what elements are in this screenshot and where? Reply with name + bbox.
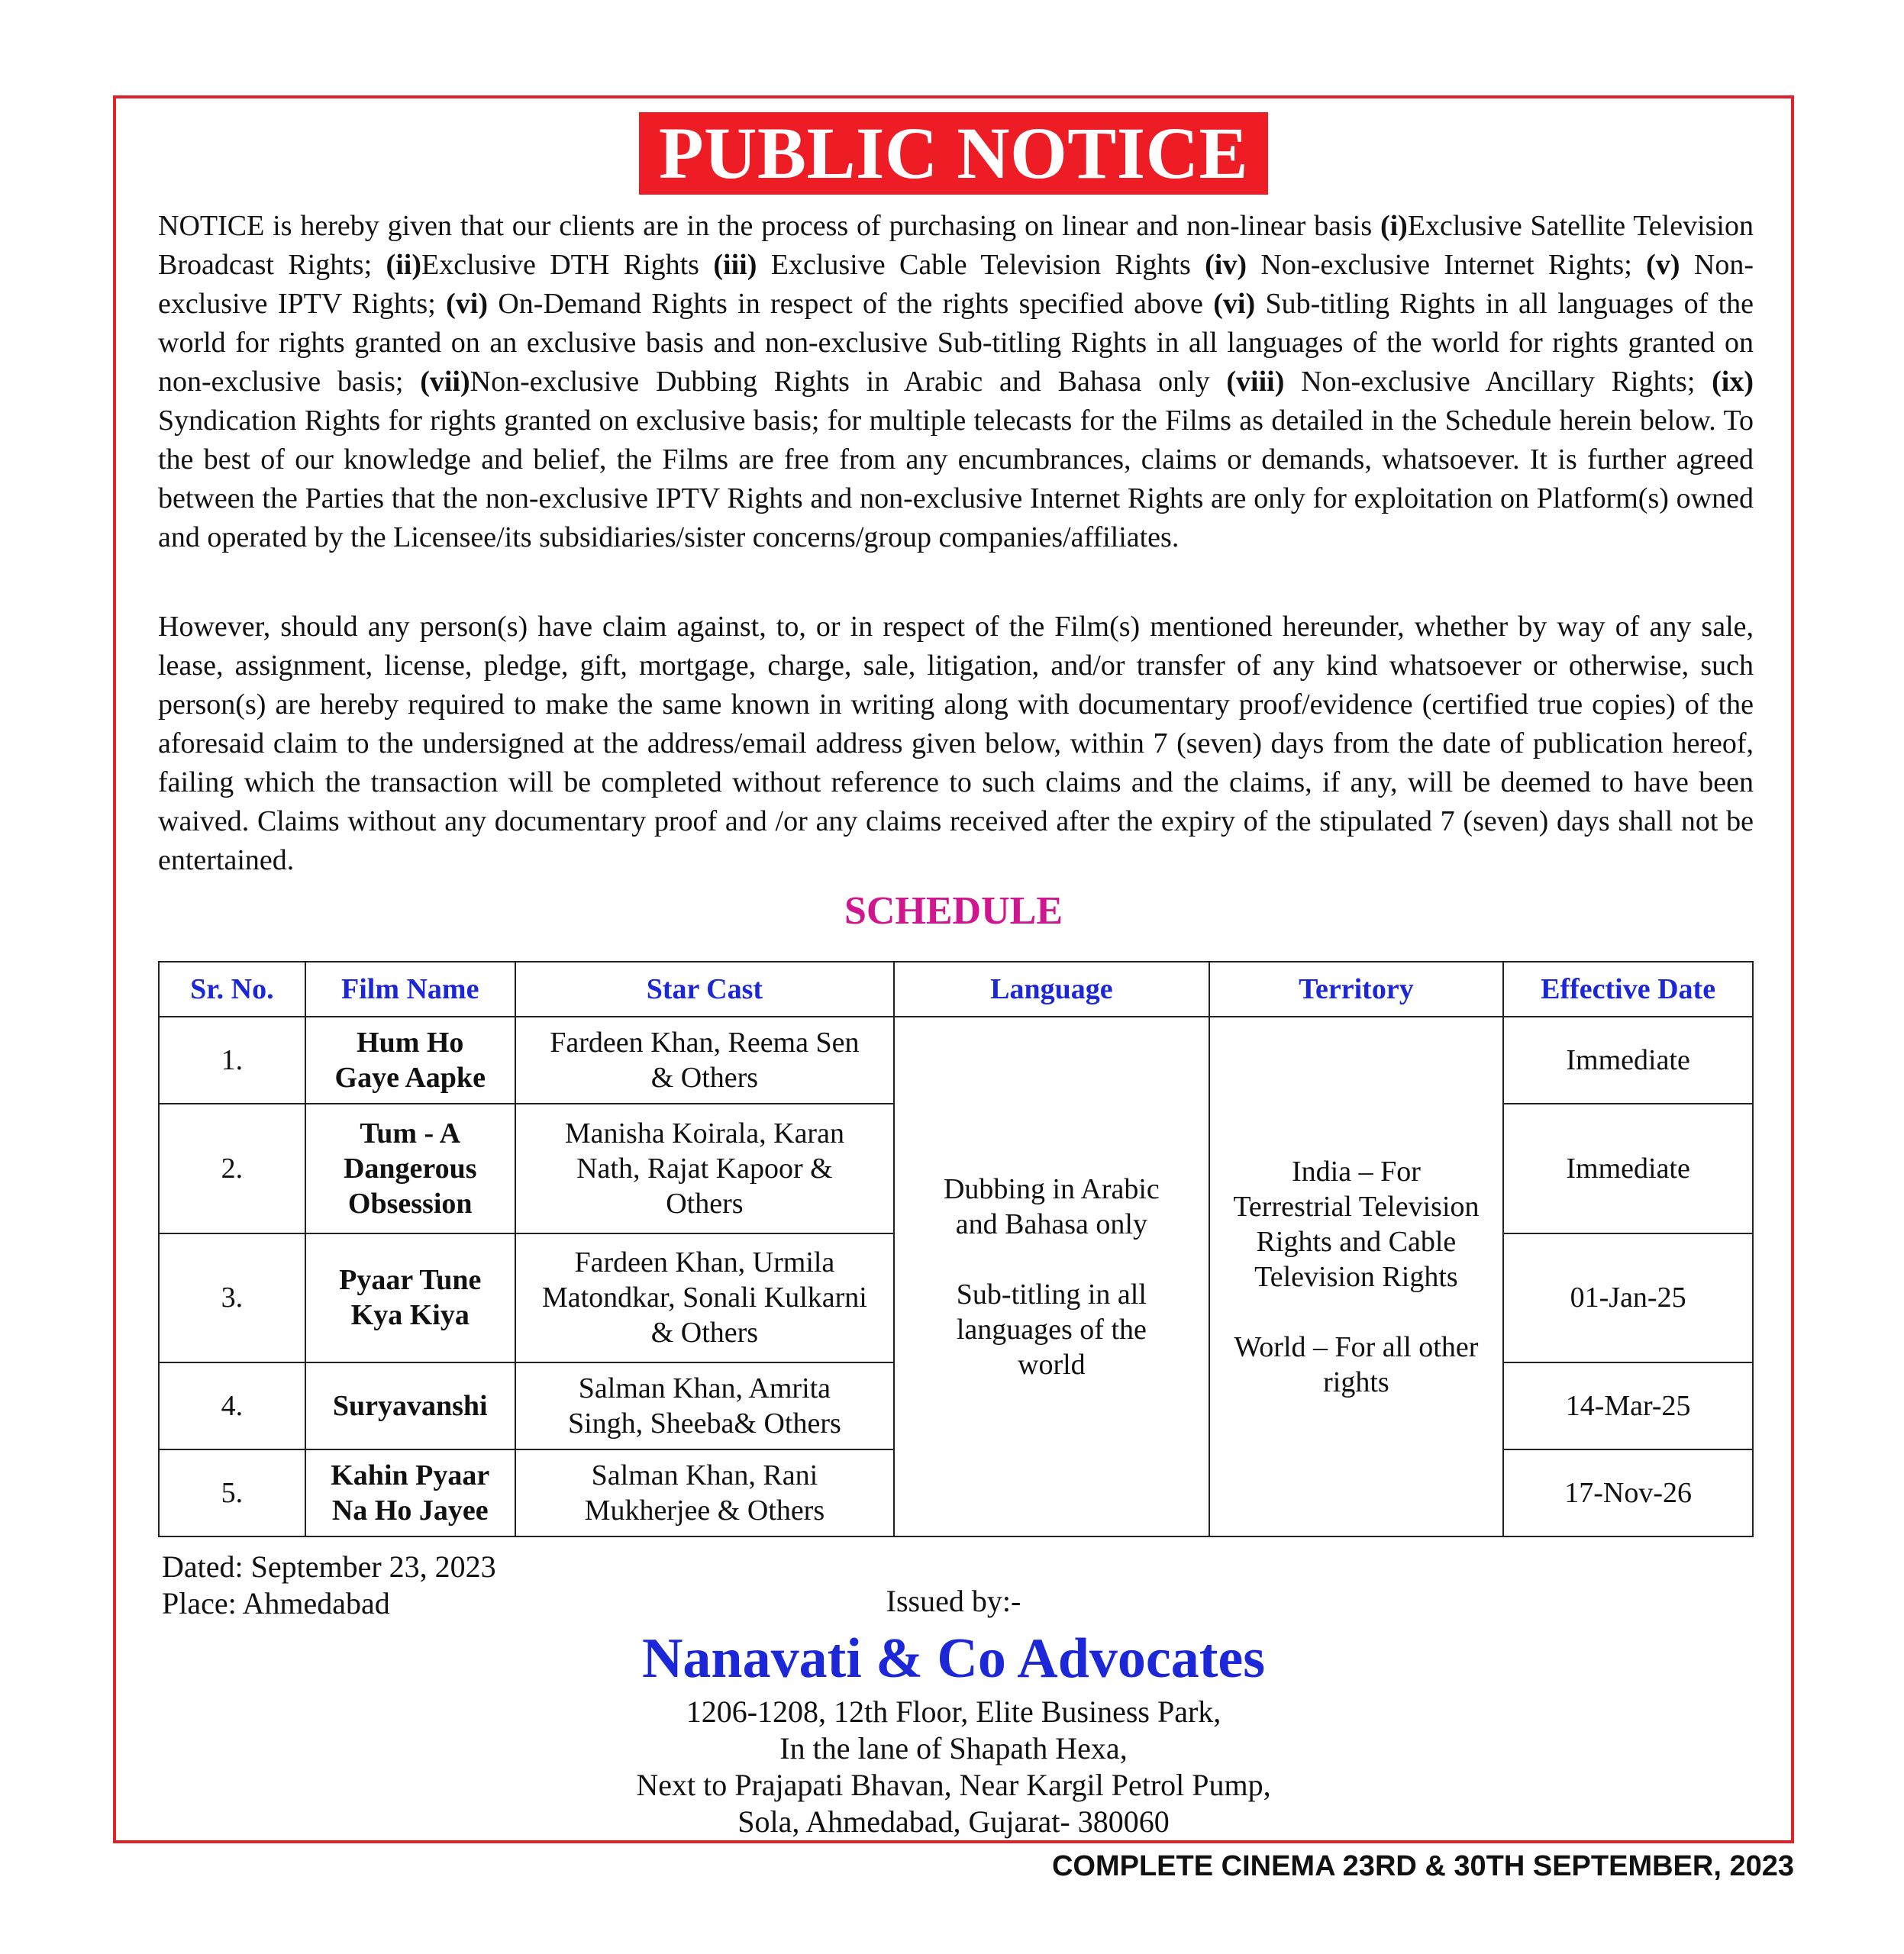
issued-by-label: Issued by:- bbox=[886, 1584, 1021, 1618]
notice-frame bbox=[113, 95, 1794, 1843]
schedule-body bbox=[159, 1017, 1753, 1536]
paragraph-segment: Non-exclusive Internet Rights; bbox=[1247, 249, 1647, 281]
cell-line: Na Ho Jayee bbox=[331, 1495, 489, 1527]
cell-line: Gaye Aapke bbox=[334, 1061, 486, 1094]
table-row bbox=[159, 1017, 1753, 1104]
cell-line: Sub-titling in all bbox=[956, 1278, 1147, 1311]
language-cell bbox=[894, 1017, 1209, 1536]
sr-no-cell: 1. bbox=[159, 1017, 305, 1104]
cell-line: Kya Kiya bbox=[350, 1299, 470, 1332]
effective-date-cell: Immediate bbox=[1503, 1104, 1753, 1233]
header-star-cast: Star Cast bbox=[515, 962, 894, 1017]
film-name-cell bbox=[305, 1104, 515, 1233]
clause-number: (vi) bbox=[1213, 288, 1256, 320]
paragraph-segment: Syndication Rights for rights granted on exclusive basis; for multiple telecasts for the Films as detailed in the Schedule herein below. To the best of our knowledge and belief, the Films are free from any encumbrances, claims or demands, whatsoever. It is further agreed between the Parties that the non-exclusive IPTV Rights and non-exclusive Internet Rights are only for exploitation on Platform(s) owned and operated by the Licensee/its subsidiaries/sister concerns/group companies/affiliates. bbox=[158, 405, 1754, 553]
cell-line: Rights and Cable bbox=[1256, 1225, 1457, 1258]
cell-line: Salman Khan, Rani bbox=[591, 1459, 818, 1492]
firm-name: Nanavati & Co Advocates bbox=[641, 1627, 1266, 1690]
notice-paragraph-2: However, should any person(s) have claim against, to, or in respect of the Film(s) mentioned hereunder, whether by way of any sale, lease, assignment, license, pledge, gift, mortgage, charge, sale, litigation, and/or transfer of any kind whatsoever or otherwise, such person(s) are hereby required to make the same known in writing along with documentary proof/evidence (certified true copies) of the aforesaid claim to the undersigned at the address/email address given below, within 7 (seven) days from the date of publication hereof, failing which the transaction will be completed without reference to such claims and the claims, if any, will be deemed to have been waived. Claims without any documentary proof and /or any claims received after the expiry of the stipulated 7 (seven) days shall not be entertained. bbox=[158, 611, 1754, 876]
cell-line: Fardeen Khan, Urmila bbox=[574, 1246, 835, 1279]
paragraph-segment: Sub-titling Rights in all languages of the world for rights granted on an exclusive basis and non-exclusive Sub-titling Rights in all languages of the world for rights granted on non-exclusive basis; bbox=[158, 288, 1754, 398]
address-line: Sola, Ahmedabad, Gujarat- 380060 bbox=[737, 1804, 1170, 1839]
cell-line: and Bahasa only bbox=[955, 1208, 1147, 1240]
star-cast-cell bbox=[515, 1017, 894, 1104]
header-language: Language bbox=[894, 962, 1209, 1017]
film-name-cell bbox=[305, 1449, 515, 1536]
cell-line: Others bbox=[666, 1187, 744, 1220]
header-sr-no: Sr. No. bbox=[159, 962, 305, 1017]
film-name-cell bbox=[305, 1017, 515, 1104]
clause-number: (v) bbox=[1646, 249, 1680, 281]
cell-line: Obsession bbox=[347, 1187, 473, 1220]
clause-number: (iv) bbox=[1205, 249, 1247, 281]
paragraph-segment: NOTICE is hereby given that our clients are in the process of purchasing on linear and non-linear basis bbox=[158, 210, 1380, 242]
cell-line: rights bbox=[1323, 1366, 1389, 1398]
clause-number: (vii) bbox=[420, 366, 470, 398]
notice-paragraph-1 bbox=[158, 207, 1754, 557]
clause-number: (vi) bbox=[446, 288, 488, 320]
star-cast-cell bbox=[515, 1449, 894, 1536]
cell-line: World – For all other bbox=[1234, 1330, 1479, 1363]
header-effective-date: Effective Date bbox=[1503, 962, 1753, 1017]
cell-line: & Others bbox=[650, 1061, 759, 1094]
cell-line: Tum - A bbox=[360, 1117, 461, 1150]
clause-number: (ix) bbox=[1712, 366, 1754, 398]
address-line: Next to Prajapati Bhavan, Near Kargil Petrol Pump, bbox=[636, 1768, 1271, 1802]
cell-line: Salman Khan, Amrita bbox=[578, 1372, 831, 1405]
cell-line: Pyaar Tune bbox=[339, 1264, 482, 1297]
cell-line: India – For bbox=[1292, 1155, 1421, 1188]
schedule-table bbox=[158, 961, 1754, 1537]
cell-line: languages of the bbox=[956, 1313, 1147, 1346]
title-wrap bbox=[116, 112, 1791, 195]
effective-date-cell: 17-Nov-26 bbox=[1503, 1449, 1753, 1536]
star-cast-cell bbox=[515, 1362, 894, 1449]
address-line: 1206-1208, 12th Floor, Elite Business Park, bbox=[686, 1694, 1221, 1729]
territory-cell bbox=[1209, 1017, 1504, 1536]
address-line: In the lane of Shapath Hexa, bbox=[779, 1731, 1128, 1765]
star-cast-cell bbox=[515, 1104, 894, 1233]
paragraph-segment: Non-exclusive IPTV Rights; bbox=[158, 249, 1754, 320]
star-cast-cell bbox=[515, 1233, 894, 1363]
cell-line: Manisha Koirala, Karan bbox=[564, 1117, 844, 1150]
cell-line: Terrestrial Television bbox=[1233, 1190, 1480, 1223]
paragraph-segment: Non-exclusive Ancillary Rights; bbox=[1284, 366, 1712, 398]
sr-no-cell: 4. bbox=[159, 1362, 305, 1449]
clause-number: (iii) bbox=[713, 249, 757, 281]
cell-line: Television Rights bbox=[1254, 1260, 1458, 1293]
paragraph-segment: On-Demand Rights in respect of the rights specified above bbox=[488, 288, 1214, 320]
film-name-cell bbox=[305, 1362, 515, 1449]
cell-line: Dubbing in Arabic bbox=[943, 1172, 1160, 1205]
paragraph-segment: Exclusive DTH Rights bbox=[421, 249, 714, 281]
paragraph-segment: Exclusive Cable Television Rights bbox=[757, 249, 1205, 281]
cell-line: world bbox=[1018, 1348, 1086, 1381]
clause-number: (ii) bbox=[386, 249, 421, 281]
schedule-title: SCHEDULE bbox=[844, 889, 1063, 933]
cell-line: Fardeen Khan, Reema Sen bbox=[550, 1026, 860, 1059]
paragraph-segment: Exclusive Satellite Television Broadcast Rights; bbox=[158, 210, 1754, 281]
header-film-name: Film Name bbox=[305, 962, 515, 1017]
cell-line: & Others bbox=[650, 1317, 759, 1349]
clause-number: (viii) bbox=[1226, 366, 1285, 398]
cell-line: Hum Ho bbox=[357, 1026, 464, 1059]
effective-date-cell: 14-Mar-25 bbox=[1503, 1362, 1753, 1449]
cell-line: Matondkar, Sonali Kulkarni bbox=[541, 1282, 867, 1314]
effective-date-cell: Immediate bbox=[1503, 1017, 1753, 1104]
sr-no-cell: 2. bbox=[159, 1104, 305, 1233]
dated-line: Dated: September 23, 2023 bbox=[162, 1549, 496, 1584]
film-name-cell bbox=[305, 1233, 515, 1363]
paragraph-segment: Non-exclusive Dubbing Rights in Arabic and Bahasa only bbox=[470, 366, 1227, 398]
cell-line: Dangerous bbox=[343, 1152, 477, 1185]
place-line: Place: Ahmedabad bbox=[162, 1586, 390, 1620]
publication-footer: COMPLETE CINEMA 23RD & 30TH SEPTEMBER, 2023 bbox=[1051, 1850, 1794, 1882]
header-territory: Territory bbox=[1209, 962, 1504, 1017]
cell-line: Kahin Pyaar bbox=[331, 1459, 490, 1492]
sr-no-cell: 5. bbox=[159, 1449, 305, 1536]
clause-number: (i) bbox=[1380, 210, 1408, 242]
cell-line: Suryavanshi bbox=[332, 1390, 488, 1423]
table-header-row bbox=[159, 962, 1753, 1017]
cell-line: Nath, Rajat Kapoor & bbox=[576, 1152, 833, 1185]
notice-title: PUBLIC NOTICE bbox=[639, 112, 1268, 195]
cell-line: Mukherjee & Others bbox=[584, 1495, 825, 1527]
cell-line: Singh, Sheeba& Others bbox=[567, 1407, 841, 1440]
effective-date-cell: 01-Jan-25 bbox=[1503, 1233, 1753, 1363]
sr-no-cell: 3. bbox=[159, 1233, 305, 1363]
